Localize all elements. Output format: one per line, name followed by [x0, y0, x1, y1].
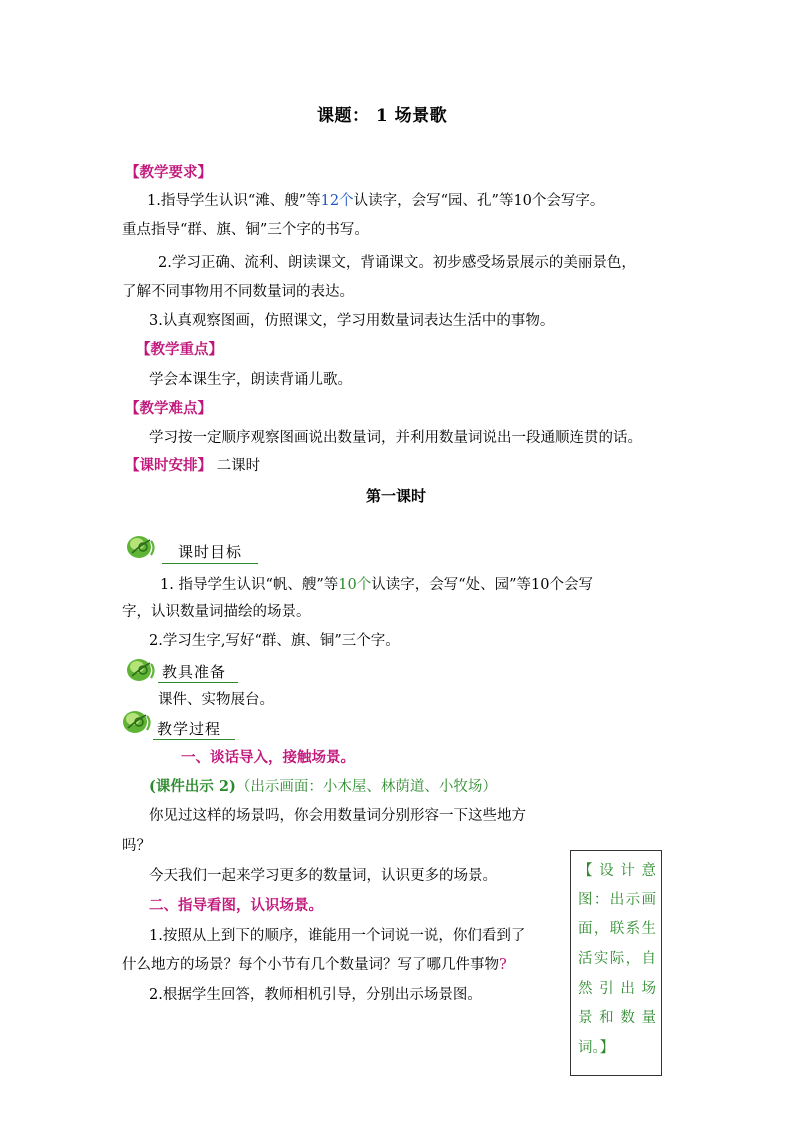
difficulty-text: 学习按一定顺序观察图画说出数量词，并利用数量词说出一段通顺连贯的话。 — [149, 430, 642, 446]
design-intent-line: 面，联系生 — [578, 921, 656, 937]
process-para-1-cont: 吗？ — [122, 838, 151, 854]
focus-heading: 【教学重点】 — [136, 341, 223, 358]
goals-underline — [162, 563, 258, 564]
focus-text: 学会本课生字，朗读背诵儿歌。 — [149, 372, 352, 388]
process-underline — [153, 739, 235, 740]
goal-item-1 — [160, 575, 593, 595]
lesson-title: 第一课时 — [366, 487, 427, 505]
schedule-heading: 【课时安排】 — [125, 457, 212, 474]
process-item-2: 2.根据学生回答，教师相机引导，分别出示场景图。 — [149, 987, 482, 1003]
requirements-heading: 【教学要求】 — [125, 164, 212, 181]
process-step-2: 二、指导看图，认识场景。 — [149, 897, 323, 914]
materials-text: 课件、实物展台。 — [158, 692, 274, 708]
courseware-label: (课件出示 2) — [149, 778, 236, 795]
design-intent-line: 然引出场 — [578, 981, 656, 997]
design-intent-line: 景和数量 — [578, 1010, 656, 1026]
design-intent-line: 【设计意 — [578, 863, 656, 879]
goal-item-2: 2.学习生字,写好“群、旗、铜”三个字。 — [149, 633, 400, 649]
schedule-text: 二课时 — [216, 458, 261, 474]
design-intent-line: 图：出示画 — [578, 892, 656, 908]
requirement-item-1 — [147, 191, 604, 211]
courseware-text: （出示画面：小木屋、林荫道、小牧场） — [235, 779, 497, 795]
courseware-line — [149, 777, 497, 797]
requirement-item-1-count: 12个 — [320, 193, 354, 209]
leaf-icon — [124, 654, 158, 684]
process-para-2: 今天我们一起来学习更多的数量词，认识更多的场景。 — [149, 868, 497, 884]
design-intent-line: 活实际，自 — [578, 951, 656, 967]
difficulty-heading: 【教学难点】 — [125, 400, 212, 417]
materials-underline — [158, 682, 238, 683]
requirement-item-2-cont: 了解不同事物用不同数量词的表达。 — [122, 284, 354, 300]
process-item-1-cont — [122, 955, 507, 975]
schedule-row — [125, 456, 260, 476]
materials-heading: 教具准备 — [162, 663, 227, 681]
process-item-1-cont-text: 什么地方的场景？每个小节有几个数量词？写了哪几件事物 — [122, 957, 499, 973]
process-heading: 教学过程 — [157, 720, 222, 738]
process-para-1: 你见过这样的场景吗，你会用数量词分别形容一下这些地方 — [149, 808, 526, 824]
requirement-item-2: 2.学习正确、流利、朗读课文，背诵课文。初步感受场景展示的美丽景色， — [158, 255, 636, 271]
requirement-item-1-text: 1.指导学生认识“滩、艘”等 — [147, 193, 321, 209]
goal-item-1-text-b: 认读字，会写“处、园”等10个会写 — [371, 577, 594, 593]
process-step-1: 一、谈话导入，接触场景。 — [181, 749, 355, 766]
requirement-item-1-cont: 重点指导“群、旗、铜”三个字的书写。 — [122, 222, 369, 238]
requirement-item-1-text-b: 认读字，会写“园、孔”等10个会写字。 — [353, 193, 605, 209]
leaf-icon — [120, 706, 154, 736]
goal-item-1-text: 1. 指导学生认识“帆、艘”等 — [160, 577, 339, 593]
goal-item-1-count: 10个 — [338, 577, 372, 593]
design-intent-line: 词。】 — [578, 1040, 615, 1056]
goals-heading: 课时目标 — [178, 543, 243, 561]
goal-item-1-cont: 字，认识数量词描绘的场景。 — [122, 604, 311, 620]
requirement-item-3: 3.认真观察图画，仿照课文，学习用数量词表达生活中的事物。 — [149, 313, 555, 329]
page-title: 课题： 1 场景歌 — [317, 106, 448, 126]
leaf-icon — [124, 531, 158, 561]
process-item-1: 1.按照从上到下的顺序，谁能用一个词说一说，你们看到了 — [149, 928, 526, 944]
process-item-1-question-mark: ? — [499, 957, 507, 973]
